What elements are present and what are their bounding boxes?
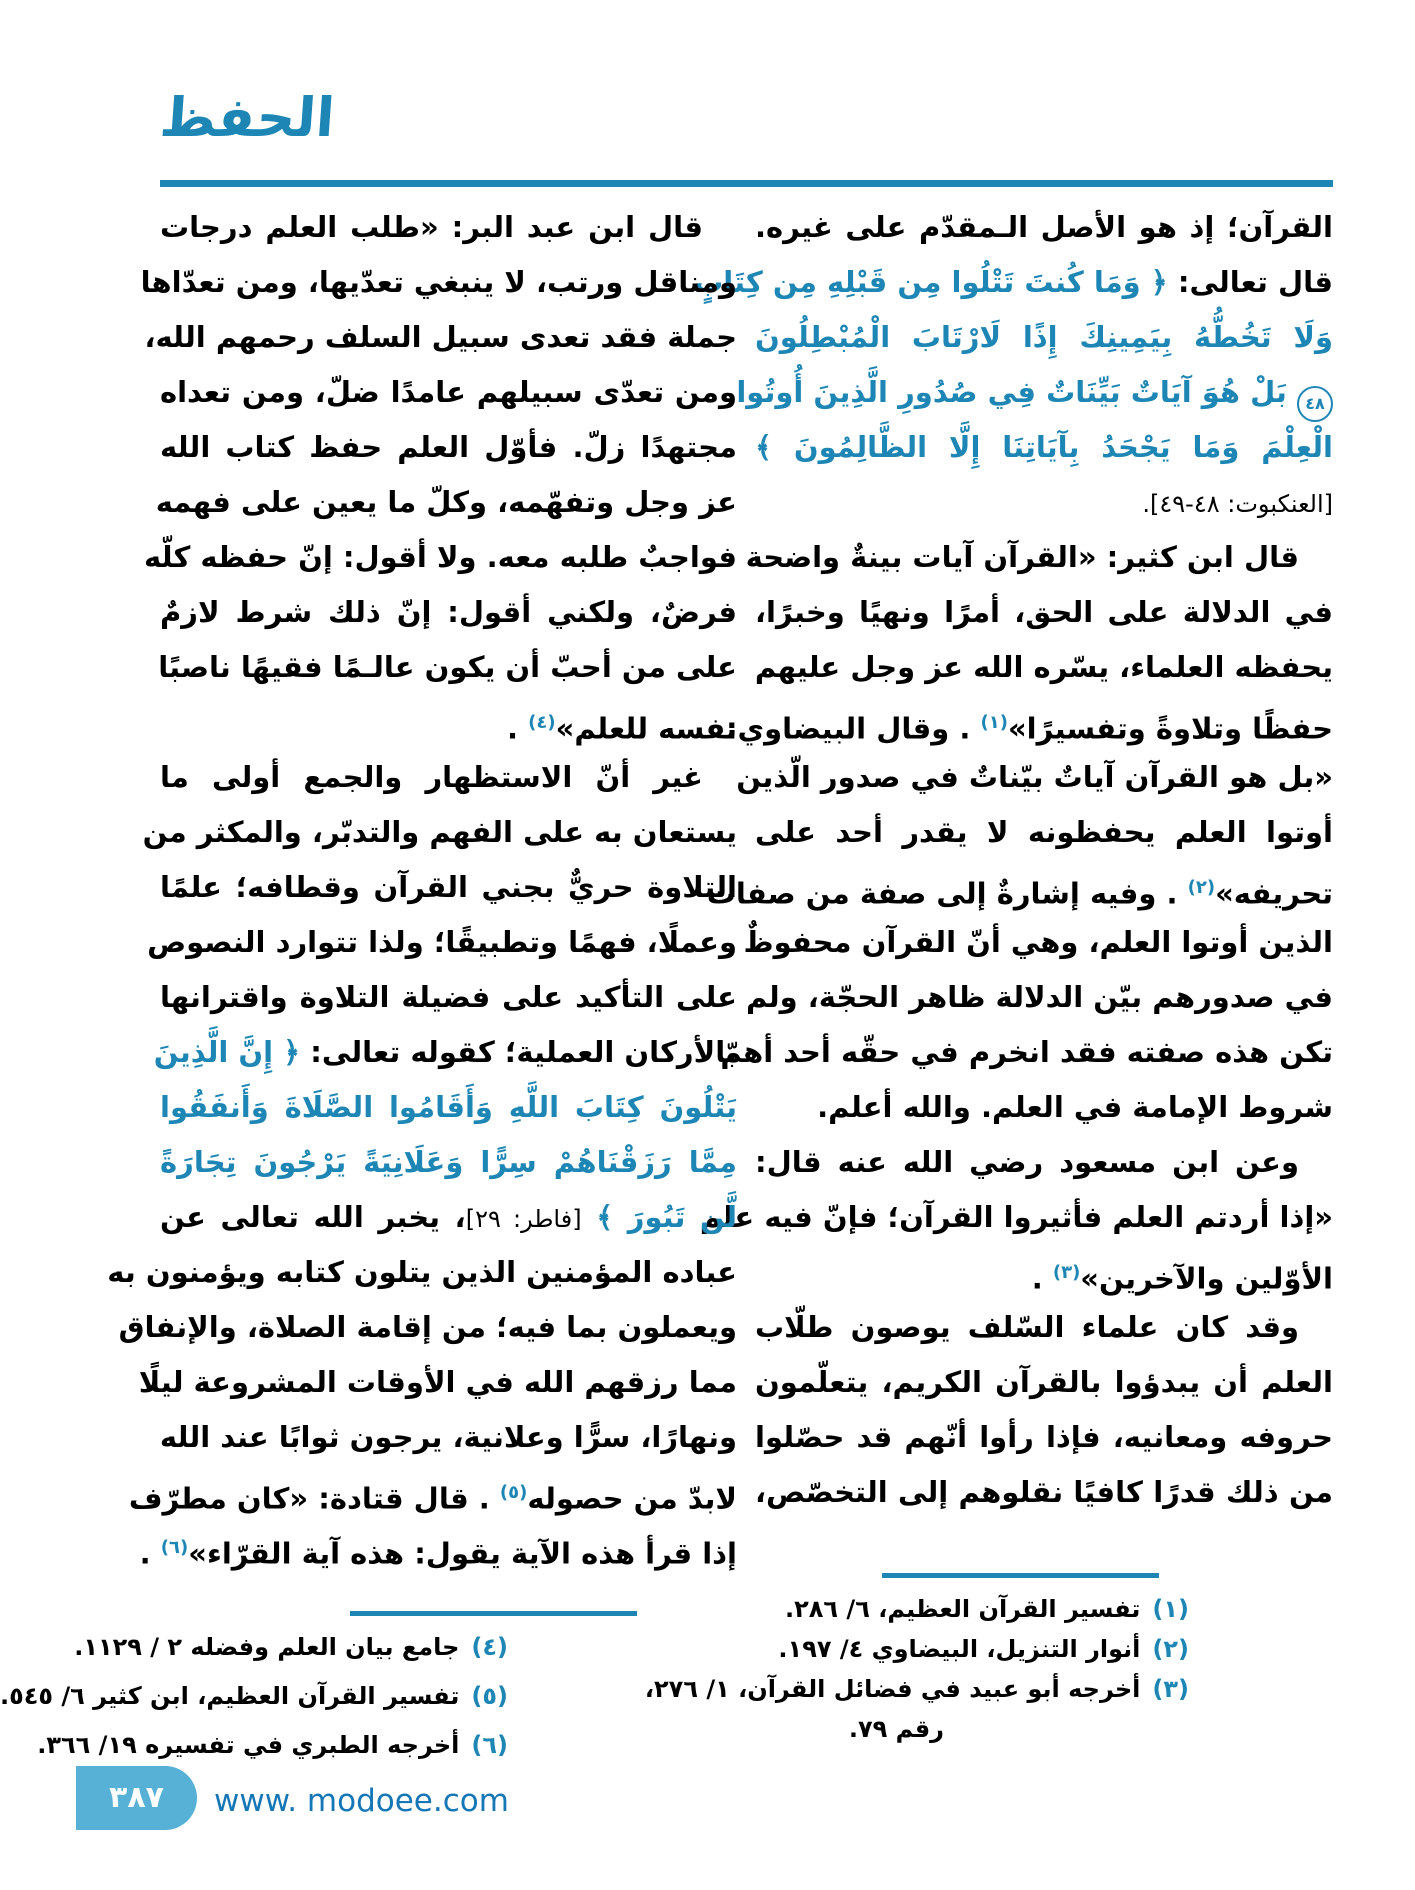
- chapter-title: الحفظ: [157, 86, 337, 149]
- text-line: [755, 1080, 1333, 1135]
- footnote-text: تفسير القرآن العظيم، ابن كثير ٦/ ٥٤٥.: [0, 1682, 460, 1710]
- footnote-marker: (٦): [160, 1537, 189, 1558]
- footnote-text: تفسير القرآن العظيم، ٦/ ٢٨٦.: [784, 1595, 1141, 1623]
- footnote-number: (١): [1152, 1595, 1189, 1623]
- footnote-number: (٤): [471, 1633, 508, 1661]
- quran-verse: وَلَا تَخُطُّهُ بِيَمِينِكَ إِذًا لَارْتَابَ الْمُبْطِلُونَ: [755, 320, 1333, 354]
- text-line: [107, 1245, 737, 1300]
- body-text: في الدلالة على الحق، أمرًا ونهيًا وخبرًا،: [755, 595, 1333, 629]
- body-text: حفظًا وتلاوةً وتفسيرًا»: [1007, 711, 1333, 746]
- body-text: على التأكيد على فضيلة التلاوة واقترانها: [160, 980, 737, 1014]
- text-line: [160, 750, 737, 805]
- body-text: في صدورهم بيّن الدلالة ظاهر الحجّة، ولم: [746, 980, 1333, 1014]
- text-column-right: [694, 200, 1333, 1520]
- body-text: . وفيه إشارةٌ إلى صفة من صفات: [706, 876, 1188, 911]
- body-text: ويعملون بما فيه؛ من إقامة الصلاة، والإنفاق: [118, 1310, 737, 1344]
- text-line: [755, 1245, 1333, 1300]
- body-text: عباده المؤمنين الذين يتلون كتابه ويؤمنون به: [107, 1255, 737, 1289]
- footnote-text: أخرجه أبو عبيد في فضائل القرآن، ١/ ٢٧٦،: [644, 1675, 1141, 1703]
- text-line: [160, 200, 737, 255]
- quran-verse: لَّن تَبُورَ ﴾: [581, 1200, 738, 1234]
- body-text: يحفظه العلماء، يسّره الله عز وجل عليهم: [754, 650, 1333, 684]
- text-line: [706, 860, 1333, 915]
- text-line: [755, 1465, 1333, 1520]
- text-line: [755, 420, 1333, 475]
- text-line: [694, 255, 1333, 310]
- body-text: فرضٌ، ولكني أقول: إنّ ذلك شرط لازمٌ: [160, 595, 737, 629]
- footnote-marker: (١): [980, 712, 1008, 733]
- text-column-left: [107, 200, 738, 1575]
- body-text: قال ابن كثير: «القرآن آيات بينةٌ واضحة: [745, 540, 1299, 574]
- text-line: [160, 585, 737, 640]
- page-number-tab: [76, 1766, 197, 1830]
- website-url: www. modoee.com: [214, 1783, 509, 1819]
- body-text: بالأركان العملية؛ كقوله تعالى:: [300, 1035, 737, 1069]
- body-text: ، يخبر الله تعالى عن: [160, 1200, 466, 1234]
- body-text: لابدّ من حصوله: [527, 1481, 737, 1516]
- body-text: . قال قتادة: «كان مطرّف: [128, 1481, 500, 1516]
- body-text: فواجبٌ طلبه معه. ولا أقول: إنّ حفظه كلّه: [144, 540, 737, 574]
- text-line: [138, 1355, 737, 1410]
- text-line: [128, 1465, 737, 1520]
- quran-verse: يَتْلُونَ كِتَابَ اللَّهِ وَأَقَامُوا الصَّلَاةَ وَأَنفَقُوا: [160, 1090, 737, 1124]
- verse-reference: [العنكبوت: ٤٨-٤٩].: [1142, 490, 1333, 518]
- text-line: [144, 310, 737, 365]
- footnote-marker: (٤): [528, 712, 556, 733]
- text-line: [755, 1135, 1333, 1190]
- text-line: [147, 915, 737, 970]
- header-rule: [160, 180, 1333, 187]
- body-text: الذين أوتوا العلم، وهي أنّ القرآن محفوظٌ: [743, 925, 1333, 959]
- footnote-text: جامع بيان العلم وفضله ٢ / ١١٢٩.: [74, 1633, 460, 1661]
- quran-verse: بَلْ هُوَ آيَاتٌ بَيِّنَاتٌ فِي صُدُورِ الَّذِينَ أُوتُوا: [736, 375, 1297, 409]
- footnote-item: [755, 1629, 1189, 1669]
- body-text: قال تعالى:: [1167, 265, 1333, 299]
- body-text: التلاوة حريٌّ بجني القرآن وقطافه؛ علمًا: [160, 870, 737, 904]
- footnote-number: (٣): [1152, 1675, 1189, 1703]
- footnote-divider-left: [350, 1611, 637, 1616]
- footnote-item: [755, 1589, 1189, 1629]
- text-line: [142, 805, 737, 860]
- text-line: [755, 640, 1333, 695]
- text-line: [160, 640, 737, 695]
- body-text: عز وجل وتفهّمه، وكلّ ما يعين على فهمه: [155, 485, 737, 519]
- text-line: [720, 1025, 1333, 1080]
- footnote-item: [0, 1672, 508, 1721]
- body-text: شروط الإمامة في العلم. والله أعلم.: [817, 1090, 1333, 1124]
- footnote-item: [644, 1669, 1189, 1749]
- footnote-number: (٢): [1152, 1635, 1189, 1663]
- body-text: تحريفه»: [1215, 876, 1333, 911]
- text-line: [755, 585, 1333, 640]
- quran-verse: ﴿ وَمَا كُنتَ تَتْلُوا مِن قَبْلِهِ مِن كِتَابٍ: [694, 265, 1168, 299]
- footnote-divider-right: [882, 1573, 1159, 1578]
- body-text: ومن تعدّى سبيلهم عامدًا ضلّ، ومن تعداه: [160, 375, 737, 409]
- text-line: [139, 1520, 737, 1575]
- body-text: إذا قرأ هذه الآية يقول: هذه آية القرّاء»: [188, 1536, 737, 1571]
- body-text: .: [139, 1536, 161, 1571]
- body-text: العلم أن يبدؤوا بالقرآن الكريم، يتعلّمون: [755, 1365, 1333, 1399]
- text-line: [160, 1410, 737, 1465]
- body-text: على من أحبّ أن يكون عالـمًا فقيهًا ناصبًا: [158, 650, 737, 684]
- text-line: [160, 1190, 737, 1245]
- quran-verse: الْعِلْمَ وَمَا يَجْحَدُ بِآيَاتِنَا إِلَّا الظَّالِمُونَ ﴾: [755, 430, 1333, 464]
- verse-reference: [فاطر: ٢٩]: [465, 1205, 582, 1233]
- body-text: يستعان به على الفهم والتدبّر، والمكثر من: [142, 815, 737, 849]
- text-line: [699, 1190, 1333, 1245]
- body-text: الأوّلين والآخرين»: [1080, 1261, 1333, 1296]
- text-line: [755, 1410, 1333, 1465]
- body-text: «بل هو القرآن آياتٌ بيّناتٌ في صدور الّذين: [736, 760, 1333, 794]
- body-text: مما رزقهم الله في الأوقات المشروعة ليلًا: [138, 1365, 737, 1399]
- body-text: «إذا أردتم العلم فأثيروا القرآن؛ فإنّ فيه علم: [699, 1200, 1333, 1234]
- text-line: [144, 530, 737, 585]
- footnote-marker: (٥): [499, 1482, 528, 1503]
- body-text: من ذلك قدرًا كافيًا نقلوهم إلى التخصّص،: [755, 1475, 1333, 1509]
- body-text: .: [507, 711, 529, 746]
- body-text: نفسه للعلم»: [555, 711, 737, 746]
- body-text: ونهارًا، سرًّا وعلانية، يرجون ثوابًا عند الله: [159, 1420, 737, 1454]
- footnote-item: [74, 1623, 508, 1672]
- footnote-text: أنوار التنزيل، البيضاوي ٤/ ١٩٧.: [778, 1635, 1141, 1663]
- text-line: [140, 255, 737, 310]
- footnote-number: (٥): [471, 1682, 508, 1710]
- footnote-text: رقم ٧٩.: [848, 1715, 944, 1743]
- ayah-number-medallion: ٤٨: [1297, 386, 1333, 422]
- body-text: أوتوا العلم يحفظونه لا يقدر أحد على: [755, 815, 1333, 849]
- text-line: [153, 1025, 737, 1080]
- body-text: جملة فقد تعدى سبيل السلف رحمهم الله،: [144, 320, 737, 354]
- body-text: غير أنّ الاستظهار والجمع أولى ما: [160, 760, 703, 794]
- body-text: حروفه ومعانيه، فإذا رأوا أنّهم قد حصّلوا: [755, 1420, 1333, 1454]
- text-line: [160, 970, 737, 1025]
- text-line: [736, 750, 1333, 805]
- text-line: [725, 695, 1333, 750]
- text-line: [746, 970, 1333, 1025]
- text-line: [755, 805, 1333, 860]
- text-line: [743, 915, 1333, 970]
- body-text: تكن هذه صفته فقد انخرم في حقّه أحد أهمّ: [720, 1035, 1333, 1069]
- body-text: وعملًا، فهمًا وتطبيقًا؛ ولذا تتوارد النصوص: [147, 925, 737, 959]
- body-text: القرآن؛ إذ هو الأصل الـمقدّم على غيره.: [755, 210, 1333, 244]
- body-text: وقد كان علماء السّلف يوصون طلّاب: [755, 1310, 1299, 1344]
- footnote-marker: (٣): [1052, 1262, 1081, 1283]
- footnote-text: أخرجه الطبري في تفسيره ١٩/ ٣٦٦.: [37, 1731, 460, 1759]
- text-line: [755, 310, 1333, 365]
- text-line: [155, 475, 737, 530]
- text-line: [160, 1135, 737, 1190]
- quran-verse: مِمَّا رَزَقْنَاهُمْ سِرًّا وَعَلَانِيَةً يَرْجُونَ تِجَارَةً: [160, 1145, 737, 1179]
- text-line: [755, 200, 1333, 255]
- text-line: [160, 1080, 737, 1135]
- text-line: [755, 1300, 1333, 1355]
- footnote-number: (٦): [471, 1731, 508, 1759]
- body-text: .: [1031, 1261, 1053, 1296]
- text-line: [736, 365, 1333, 420]
- text-line: [745, 530, 1333, 585]
- body-text: وعن ابن مسعود رضي الله عنه قال:: [755, 1145, 1299, 1179]
- text-line: [755, 475, 1333, 530]
- footnotes-right: [644, 1589, 1189, 1749]
- footnote-item: [37, 1721, 508, 1770]
- text-line: [755, 1355, 1333, 1410]
- page-number: ٣٨٧: [109, 1780, 164, 1815]
- body-text: . وقال البيضاوي:: [725, 711, 981, 746]
- body-text: مجتهدًا زلّ. فأوّل العلم حفظ كتاب الله: [160, 430, 737, 464]
- text-line: [118, 1300, 737, 1355]
- footnote-marker: (٢): [1187, 877, 1216, 898]
- text-line: [160, 695, 737, 750]
- text-line: [160, 365, 737, 420]
- text-line: [160, 420, 737, 475]
- text-line: [160, 860, 737, 915]
- body-text: قال ابن عبد البر: «طلب العلم درجات: [160, 210, 703, 244]
- footnotes-left: [0, 1623, 508, 1770]
- quran-verse: ﴿ إِنَّ الَّذِينَ: [153, 1035, 301, 1069]
- body-text: ومناقل ورتب، لا ينبغي تعدّيها، ومن تعدّاها: [140, 265, 737, 299]
